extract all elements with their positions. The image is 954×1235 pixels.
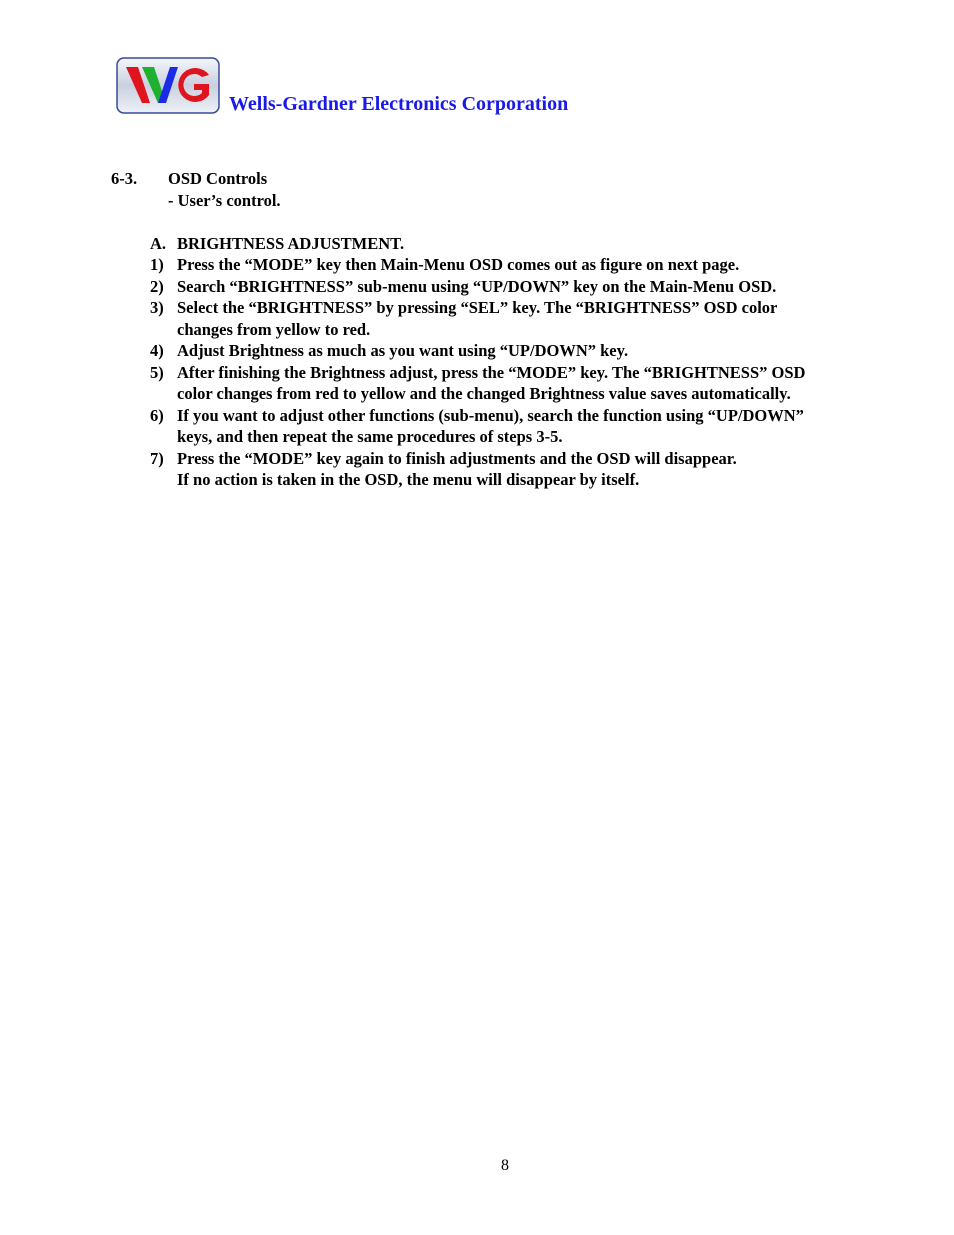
step-line: If no action is taken in the OSD, the menu will disappear by itself.: [177, 470, 640, 489]
step-line: Search “BRIGHTNESS” sub-menu using “UP/DOWN” key on the Main-Menu OSD.: [177, 276, 777, 296]
step-number: 4): [150, 341, 164, 360]
list-item: [150, 276, 911, 298]
section-title: OSD Controls: [168, 169, 268, 188]
step-number: 3): [150, 298, 164, 317]
step-line: Adjust Brightness as much as you want using “UP/DOWN” key.: [177, 341, 629, 360]
section-number: 6-3.: [111, 169, 138, 188]
step-number: 1): [150, 255, 164, 274]
step-number: 2): [150, 276, 164, 296]
step-text: [177, 254, 897, 276]
section-subtitle: - User’s control.: [168, 190, 281, 210]
step-line: changes from yellow to red.: [177, 319, 371, 339]
subsection-heading: [150, 233, 911, 255]
step-text: [177, 448, 897, 491]
step-number: 7): [150, 448, 164, 468]
subsection-letter: A.: [150, 233, 167, 253]
step-line: After finishing the Brightness adjust, press the “MODE” key. The “BRIGHTNESS” OSD: [177, 362, 806, 382]
step-text: [177, 340, 897, 362]
page-number: 8: [501, 1157, 509, 1174]
step-number: 5): [150, 362, 164, 382]
step-line: Press the “MODE” key then Main-Menu OSD comes out as figure on next page.: [177, 255, 740, 274]
step-text: [177, 297, 897, 340]
step-line: keys, and then repeat the same procedures of steps 3-5.: [177, 427, 563, 446]
step-text: [177, 276, 897, 298]
brightness-adjustment-block: [150, 233, 911, 491]
step-text: [177, 405, 897, 448]
company-name: Wells-Gardner Electronics Corporation: [229, 93, 569, 115]
step-line: Press the “MODE” key again to finish adjustments and the OSD will disappear.: [177, 448, 737, 468]
step-line: color changes from red to yellow and the changed Brightness value saves automatically.: [177, 384, 791, 403]
page-header: [116, 57, 716, 117]
wg-logo-icon: [116, 57, 220, 114]
step-number: 6): [150, 405, 164, 425]
subsection-title: BRIGHTNESS ADJUSTMENT.: [177, 233, 405, 253]
step-text: [177, 362, 897, 405]
list-item: [150, 254, 911, 276]
list-item: [150, 362, 911, 405]
section-heading: [111, 168, 911, 190]
list-item: [150, 340, 911, 362]
list-item: [150, 405, 911, 448]
osd-controls-section: [111, 168, 911, 491]
list-item: [150, 448, 911, 491]
list-item: [150, 297, 911, 340]
step-line: Select the “BRIGHTNESS” by pressing “SEL” key. The “BRIGHTNESS” OSD color: [177, 298, 778, 317]
steps-list: [150, 254, 911, 491]
step-line: If you want to adjust other functions (sub-menu), search the function using “UP/DOWN”: [177, 405, 804, 425]
